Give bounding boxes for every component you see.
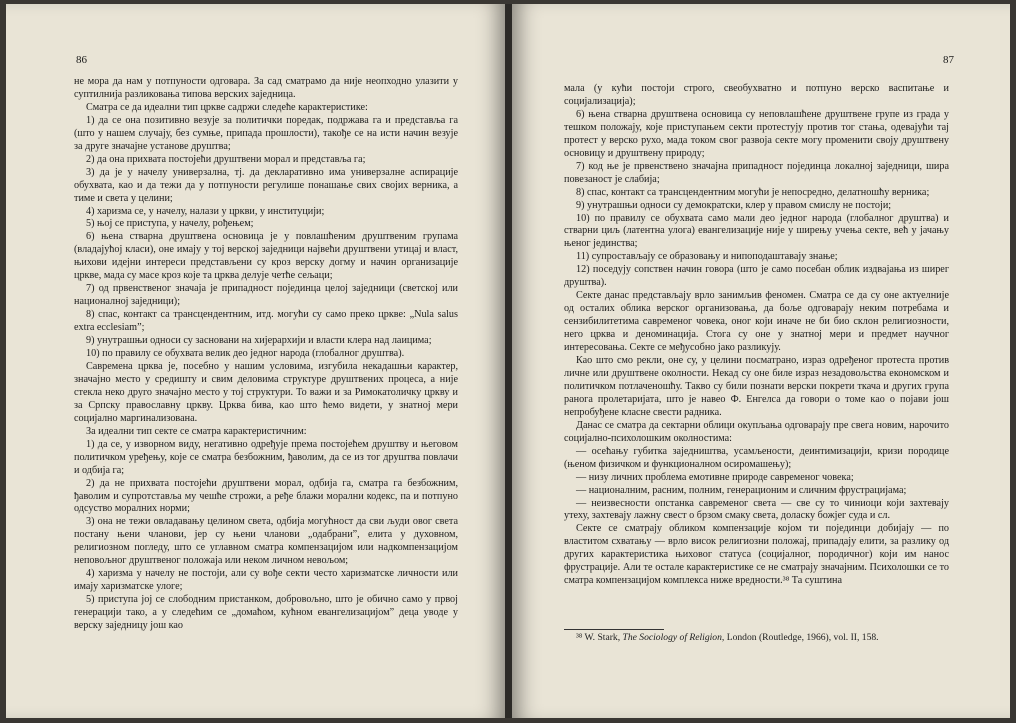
list-item: 8) спас, контакт са трансцендентним, итд. могући су само преко цркве: „Nula salus extra ecclesiam”; (74, 309, 458, 334)
list-item: 2) да не прихвата постојећи друштвени морал, одбија га, сматра га безбожним, ђаволим и супротставља му чешће строжи, а ређе блажи морални кодекс, па и потпуно одсуство моралних норми; (74, 477, 458, 515)
list-item: 6) њена стварна друштвена основица је у повлашћеним друштвеним групама (владајућој класи), оне имају у тој верској заједници највећи друштвени утицај и власт, њихови идејни интереси представљени су кроз верску догму и начин организације цркве, мада су масе кроз које та црква делује четће сељаци; (74, 231, 458, 282)
list-item: 5) приступа јој се слободним пристанком, добровољно, што је обично само у првој генерацији тако, а у следећим се „домаћом, кућном евангелизацијом” деца уводе у верску заједницу још као (74, 594, 458, 632)
footnote-author: W. Stark, (584, 632, 621, 643)
list-item: 2) да она прихвата постојећи друштвени морал и представља га; (86, 153, 366, 165)
paragraph: Секте данас представљају врло занимљив феномен. Сматра се да су оне актуелније од осталих облика верског организовања, да боље одговарају неким потребама и сензибилитетима савременог човека, оног који иначе не би био склон религиозности, него црква и деноминација. Стога су оне у знатној мери и предмет научног интересовања. Секте се међусобно јако разликују. (564, 290, 949, 354)
list-item: 4) харизма се, у начелу, налази у цркви, у институцији; (86, 205, 325, 217)
list-item: 6) њена стварна друштвена основица су неповлашћене друштвене групе из града у тешком положају, које приступањем секти протестују против тог стања, одевајући тај протест у верско рухо, мада током свог развоја секте могу променити своју друштвену основицу и друштвену природу; (564, 108, 949, 159)
paragraph: Данас се сматра да сектарни облици окупљања одговарају пре свега новим, нарочито социјално-психолошким околностима: (564, 419, 949, 444)
list-item: 1) да се, у изворном виду, негативно одређује према постојећем друштву и његовом политичком уређењу, које се сматра безбожним, ђаволим, да се из тог друштва повлачи и одбија га; (74, 438, 458, 476)
page-number-right: 87 (943, 54, 954, 66)
paragraph: Савремена црква је, посебно у нашим условима, изгубила некадашњи карактер, значајно место у средишту и свим деловима структуре друштвених процеса, а није стекла неко друго значајно место у тој структури. То важи и за Римокатоличку цркву и за Српску православну цркву. Црква бива, као што ћемо видети, у знатној мери социјално маргинализована. (74, 360, 458, 424)
list-item: 9) унутрашњи односи су демократски, клер у правом смислу не постоји; (576, 199, 892, 211)
paragraph: Сматра се да идеални тип цркве садржи следеће карактеристике: (86, 101, 368, 113)
list-item: — низу личних проблема емотивне природе савременог човека; (576, 471, 854, 483)
paragraph: не мора да нам у потпуности одговара. За сад сматрамо да није неопходно улазити у суптилнија разликовања типова верских заједница. (74, 76, 458, 100)
footnote-divider (564, 629, 664, 630)
footnote-marker: ³⁸ (576, 632, 583, 643)
list-item: — осећању губитка заједништва, усамљености, деинтимизацији, кризи породице (њеном физичком и функционалном осиромашењу); (564, 445, 949, 470)
list-item: — националним, расним, полним, генерационим и сличним фрустрацијама; (576, 484, 907, 496)
list-item: 3) она не тежи овладавању целином света, одбија могућност да сви људи овог света постану њени чланови, јер су њени чланови „одабрани”, елита у духовном, религиозном погледу, што се углавном сматра компензацијом или надкомпензацијом неповољног друштвеног положаја или неком личном невољом; (74, 516, 458, 567)
list-item: 8) спас, контакт са трансцендентним могући је непосредно, делатношћу верника; (576, 186, 930, 198)
right-page-body (564, 83, 949, 588)
page-number-left: 86 (76, 54, 87, 66)
paragraph: мала (у кући постоји строго, свеобухватно и потпуно верско васпитање и социјализација); (564, 83, 949, 107)
list-item: 7) код ње је првенствено значајна припадност појединца локалној заједници, шира повезаност је слабија; (564, 160, 949, 185)
list-item: 10) по правилу се обухвата само мали део једног народа (глобалног друштва) и стварни циљ (латентна улога) евангелизације није у ширењу учења секте, већ у јачању њеног јединства; (564, 212, 949, 250)
paragraph: За идеални тип секте се сматра карактеристичним: (86, 425, 307, 437)
paragraph: Као што смо рекли, оне су, у целини посматрано, израз одређеног протеста против личне или друштвене околности. Некад су оне биле израз незадовољства економском и политичком потлаченошћу. Такво су били познати верски покрети ткача и других група ранога пролетаријата, што је навео Ф. Енгелса да говори о томе као о појави још непробуђене класне свести радника. (564, 355, 949, 418)
list-item: 12) поседују сопствен начин говора (што је само посебан облик издвајања из ширег друштва). (564, 264, 949, 289)
footnote (564, 632, 949, 644)
list-item: 11) супростављају се образовању и нипоподаштавају знање; (576, 251, 838, 263)
list-item: 1) да се она позитивно везује за политички поредак, подржава га и представља га (што у нашем случају, без сумње, припада прошлости), такође се на исти начин везује за друге значајне установе друштва; (74, 114, 458, 152)
list-item: 4) харизма у начелу не постоји, али су вође секти често харизматске личности или имају харизматске улоге; (74, 568, 458, 593)
list-item: 3) да је у начелу универзална, тј. да декларативно има универзалне аспирације обухвата, као и да тежи да у потпуности регулише понашање свих својих верника, а тиме и света у целини; (74, 166, 458, 204)
footnote-title: The Sociology of Religion, (622, 632, 725, 643)
left-page (6, 4, 505, 718)
list-item: — неизвесности опстанка савременог света — све су то чиниоци који захтевају утеху, захтевају лажну свест о брзом смаку света, доласку божјег суда и сл. (564, 497, 949, 522)
list-item: 10) по правилу се обухвата велик део једног народа (глобалног друштва). (86, 348, 405, 360)
list-item: 7) од првенственог значаја је припадност појединца целој заједници (светској или националној заједници); (74, 283, 458, 308)
left-page-body (74, 76, 458, 633)
book-spread (6, 4, 1010, 718)
list-item: 5) њој се приступа, у начелу, рођењем; (86, 218, 254, 230)
right-page (512, 4, 1010, 718)
paragraph: Секте се сматрају обликом компензације којом ти појединци добијају — по властитом схватању — врло висок религиозни положај, припадају елити, за разлику од других карактеристика њиховог статуса (социјалног, породичног) који им нанос фрустрације. Али те остале карактеристике се не сматрају значајним. Психолошки се то сматра компензацијом комплекса ниже вредности.³⁸ Та суштина (564, 523, 949, 587)
list-item: 9) унутрашњи односи су засновани на хијерархији и власти клера над лаицима; (86, 335, 432, 347)
footnote-rest: London (Routledge, 1966), vol. II, 158. (726, 632, 879, 643)
